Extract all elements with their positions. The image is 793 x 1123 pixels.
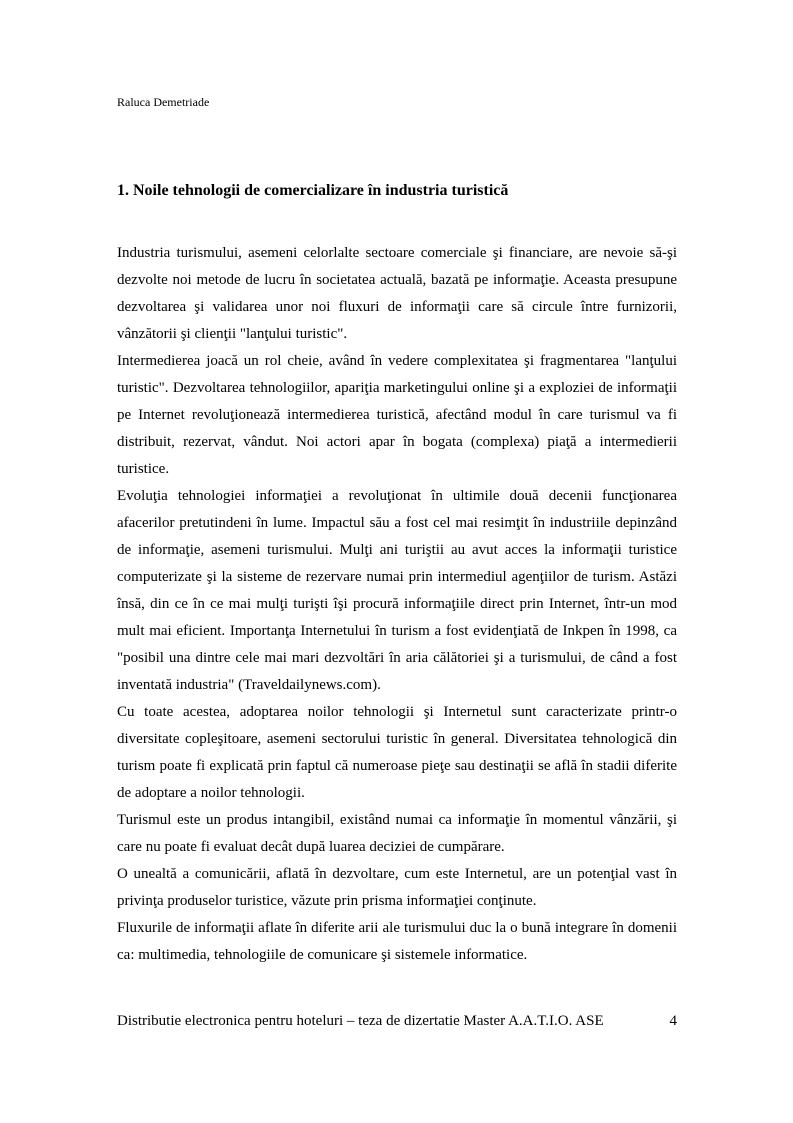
paragraph: Cu toate acestea, adoptarea noilor tehnologii şi Internetul sunt caracterizate printr-o diversitate copleşitoare, asemeni sectorului turistic în general. Diversitatea tehnologică din turism poate fi explicată prin faptul că numeroase pieţe sau destinaţii se află în stadii diferite de adoptare a noilor tehnologii.: [117, 704, 677, 801]
paragraph: Turismul este un produs intangibil, existând numai ca informaţie în momentul vânzării, şi care nu poate fi evaluat decât după luarea deciziei de cumpărare.: [117, 812, 677, 855]
chapter-heading: 1. Noile tehnologii de comercializare în industria turistică: [117, 182, 509, 199]
paragraph: Intermedierea joacă un rol cheie, având în vedere complexitatea şi fragmentarea "lanţului turistic". Dezvoltarea tehnologiilor, apariţia marketingului online şi a exploziei de informaţii pe Internet revoluţionează intermedierea turistică, afectând modul în care turismul va fi distribuit, rezervat, vândut. Noi actori apar în bogata (complexa) piaţă a intermedierii turistice.: [117, 353, 677, 477]
paragraph: Industria turismului, asemeni celorlalte sectoare comerciale şi financiare, are nevoie să-şi dezvolte noi metode de lucru în societatea actuală, bazată pe informaţie. Aceasta presupune dezvoltarea şi validarea unor noi fluxuri de informaţii care să circule între furnizorii, vânzătorii şi clienţii "lanţului turistic".: [117, 245, 677, 342]
paragraph: Evoluţia tehnologiei informaţiei a revoluţionat în ultimile două decenii funcţionarea afacerilor pretutindeni în lume. Impactul său a fost cel mai resimţit în industriile depinzând de informaţie, asemeni turismului. Mulţi ani turiştii au avut acces la informaţii turistice computerizate şi la sisteme de rezervare numai prin intermediul agenţiilor de turism. Astăzi însă, din ce în ce mai mulţi turişti îşi procură informaţiile direct prin Internet, într-un mod mult mai eficient. Importanţa Internetului în turism a fost evidenţiată de Inkpen în 1998, ca "posibil una dintre cele mai mari dezvoltări în aria călătoriei şi a turismului, de când a fost inventată industria" (Traveldailynews.com).: [117, 488, 677, 693]
page-number: 4: [669, 1013, 677, 1029]
body-text: [117, 240, 677, 969]
footer-text: Distributie electronica pentru hoteluri – teza de dizertatie Master A.A.T.I.O. ASE: [117, 1013, 604, 1029]
running-header-author: Raluca Demetriade: [117, 95, 210, 109]
paragraph: Fluxurile de informaţii aflate în diferite arii ale turismului duc la o bună integrare în domenii ca: multimedia, tehnologiile de comunicare şi sistemele informatice.: [117, 920, 677, 963]
paragraph: O unealtă a comunicării, aflată în dezvoltare, cum este Internetul, are un potenţial vast în privinţa produselor turistice, văzute prin prisma informaţiei conţinute.: [117, 866, 677, 909]
